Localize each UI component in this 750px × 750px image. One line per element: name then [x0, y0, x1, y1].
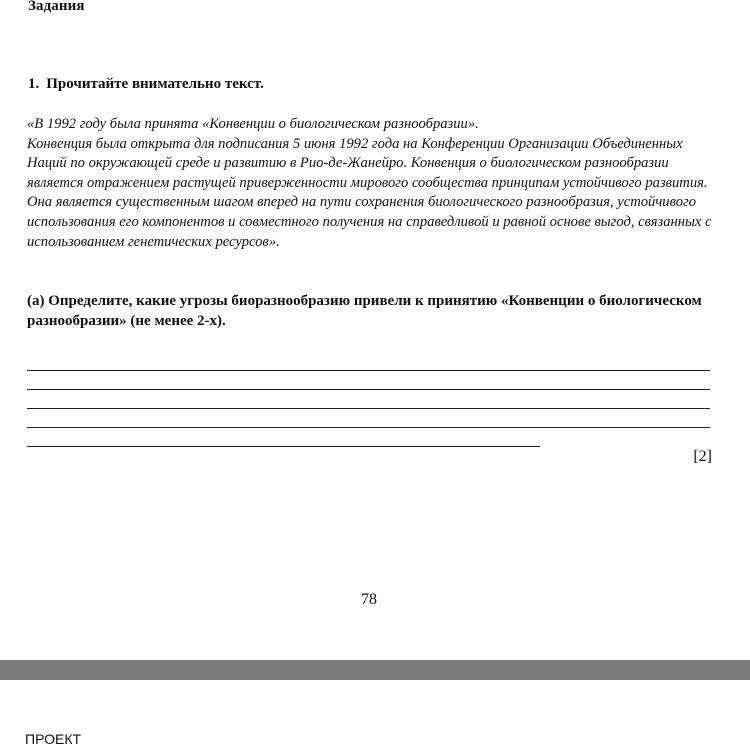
footer-label: ПРОЕКТ [25, 731, 82, 747]
question-instruction: Прочитайте внимательно текст. [46, 76, 264, 92]
question-number: 1. [28, 76, 40, 92]
page-divider-bar [0, 660, 750, 680]
section-title: Задания [28, 0, 85, 14]
answer-line[interactable] [27, 390, 710, 409]
answer-line[interactable] [27, 371, 710, 390]
passage-body: Конвенция была открыта для подписания 5 июня 1992 года на Конференции Организации Объединенных Наций по окружающей среде и развитию в Рио-де-Жанейро. Конвенция о биологическом разнообразии является отражением растущей приверженности мирового сообщества принципам устойчивого развития. Она является существенным шагом вперед на пути сохранения биологического разнообразия, устойчивого использования его компонентов и совместного получения на справедливой и равной основе выгод, связанных с использованием генетических ресурсов». [27, 135, 712, 250]
page-number: 78 [361, 591, 377, 608]
next-page-area [0, 680, 750, 750]
reading-passage [27, 115, 717, 252]
answer-line[interactable] [27, 409, 710, 428]
question-heading [28, 76, 264, 93]
answer-line[interactable] [27, 428, 540, 447]
passage-intro: «В 1992 году была принята «Конвенции о биологическом разнообразии». [27, 116, 479, 132]
sub-question: (а) Определите, какие угрозы биоразнообразию привели к принятию «Конвенции о биологическом разнообразии» (не менее 2-х). [27, 293, 702, 329]
answer-area[interactable] [27, 352, 710, 447]
answer-line[interactable] [27, 352, 710, 371]
marks-label: [2] [693, 448, 712, 465]
